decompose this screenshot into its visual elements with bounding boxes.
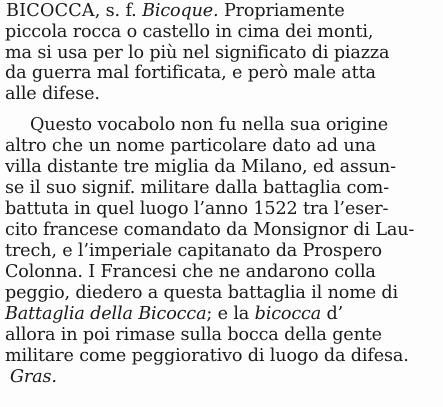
paragraph-line: se il suo signif. militare dalla battaglia com- xyxy=(5,178,389,198)
mixed-line-middle: ; e la xyxy=(206,304,250,324)
paragraph-line: battuta in quel luogo l’anno 1522 tra l’eser- xyxy=(5,199,389,219)
paragraph-line: Questo vocabolo non fu nella sua origine xyxy=(30,115,389,135)
definition-line: piccola rocca o castello in cima dei monti, xyxy=(5,22,374,42)
definition-line: da guerra mal fortificata, e però male atta xyxy=(5,63,376,83)
term-italic: bicocca xyxy=(254,304,322,324)
entry-definition-start: Propriamente xyxy=(223,1,345,21)
paragraph-line: Colonna. I Francesi che ne andarono colla xyxy=(5,262,376,282)
definition-line: ma si usa per lo più nel significato di piazza xyxy=(5,43,390,63)
paragraph-line-mixed xyxy=(5,304,343,324)
entry-headword: BICOCCA xyxy=(6,1,95,21)
entry-part-of-speech: , s. f. xyxy=(94,1,137,21)
paragraph-line: peggio, diedero a questa battaglia il nome di xyxy=(5,283,399,303)
mixed-line-end: d’ xyxy=(326,304,344,324)
entry-first-line xyxy=(6,1,345,21)
paragraph-line: altro che un nome particolare dato ad una xyxy=(5,136,377,156)
paragraph-line: cito francese comandato da Monsignor di Lau- xyxy=(5,220,415,240)
battle-name-italic: Battaglia della Bicocca xyxy=(5,304,207,324)
paragraph-line: militare come peggiorativo di luogo da difesa. xyxy=(5,346,409,366)
paragraph-line: villa distante tre miglia da Milano, ed assun- xyxy=(5,157,396,177)
entry-french-equivalent: Bicoque. xyxy=(142,1,219,21)
author-signature: Gras. xyxy=(10,367,57,387)
paragraph-line: allora in poi rimase sulla bocca della gente xyxy=(5,325,382,345)
paragraph-line: trech, e l’imperiale capitanato da Prospero xyxy=(5,241,382,261)
definition-line: alle difese. xyxy=(5,84,100,104)
